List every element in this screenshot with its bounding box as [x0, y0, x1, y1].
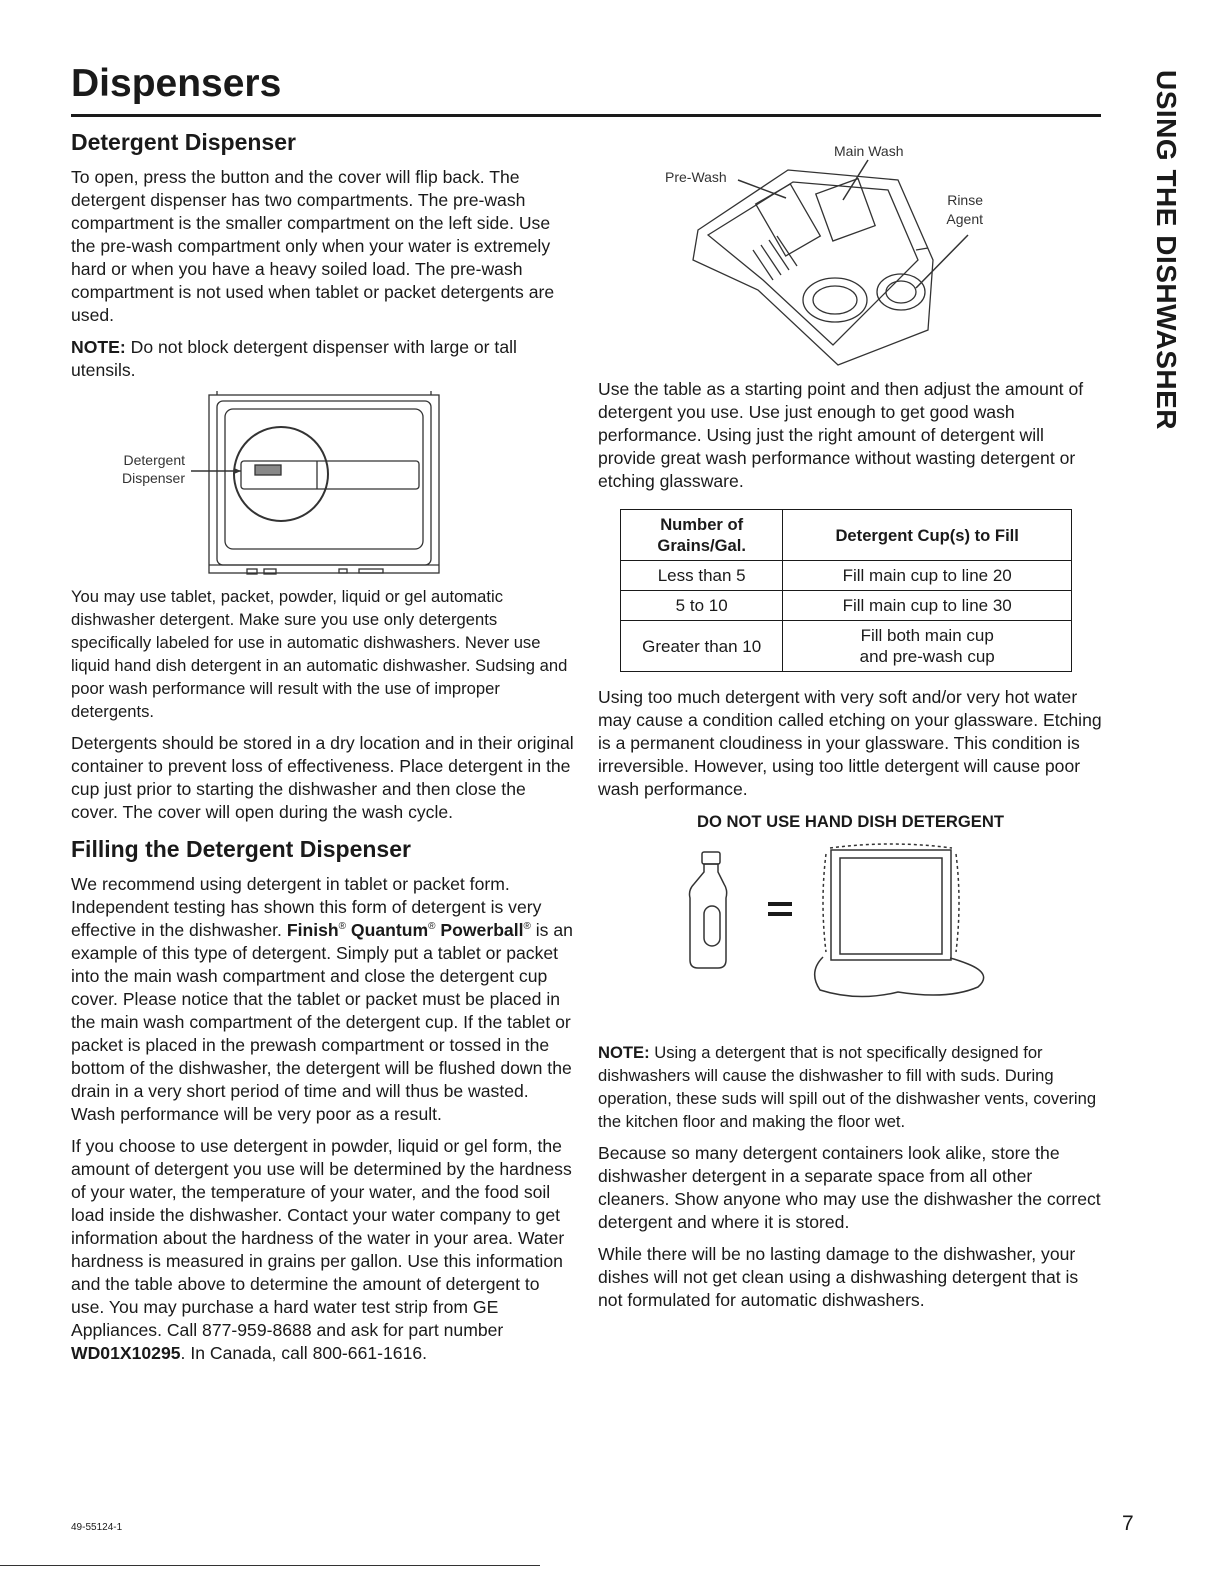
- header-grains-line1: Number of: [660, 515, 744, 534]
- dispenser-note: [71, 336, 576, 382]
- table-cell-fill: Fill main cup to line 30: [783, 591, 1072, 621]
- hand-dish-warning: DO NOT USE HAND DISH DETERGENT: [696, 812, 1004, 831]
- detergent-dispenser-heading: Detergent Dispenser: [71, 129, 296, 155]
- section-side-tab: [1150, 70, 1190, 570]
- brand-powerball: Powerball: [440, 920, 524, 940]
- detergent-dispenser-label-line2: Dispenser: [121, 470, 185, 486]
- separate-storage-para: Because so many detergent containers look alike, store the dishwasher detergent in a separate space from all other cleaners. Show anyone who may use the dishwasher the correct detergent and where it is stored.: [598, 1143, 1101, 1232]
- table-row: [621, 561, 1072, 591]
- detergent-table: [620, 509, 1072, 672]
- pre-wash-label: Pre-Wash: [665, 169, 727, 185]
- table-row: [621, 621, 1072, 672]
- filling-para-1b: is an example of this type of detergent. Simply put a tablet or packet into the main wash compartment and close the detergent cup cover. Please notice that the tablet or packet must be placed in the main wash compartment of the detergent cup. If the tablet or packet is placed in the prewash compartment or tossed in the bottom of the dishwasher, the detergent will be flushed down the drain in a very short period of time and will thus be wasted. Wash performance will be very poor as a result.: [71, 920, 573, 1124]
- header-grains-line2: Grains/Gal.: [657, 536, 746, 555]
- filling-para-2: [71, 1135, 576, 1365]
- table-intro: Use the table as a starting point and then adjust the amount of detergent you use. Use just enough to get good wash performance. Using just the right amount of detergent will provide great wash performance without wasting detergent or etching glassware.: [598, 379, 1084, 491]
- page-title: Dispensers: [71, 62, 282, 105]
- table-header-fill: Detergent Cup(s) to Fill: [783, 510, 1072, 561]
- filling-para-2b: . In Canada, call 800-661-1616.: [180, 1343, 428, 1363]
- rinse-agent-label-line2: Agent: [946, 211, 983, 227]
- title-rule: [71, 114, 1101, 117]
- page-number: 7: [1122, 1512, 1134, 1535]
- note-text: Do not block detergent dispenser with large or tall utensils.: [71, 337, 517, 380]
- dispenser-cup-figure: [598, 140, 1103, 370]
- note2-text: Using a detergent that is not specifically designed for dishwashers will cause the dishwasher to fill with suds. During operation, these suds will spill out of the dishwasher vents, covering the kitchen floor and making the floor wet.: [598, 1043, 1097, 1131]
- part-number: WD01X10295: [71, 1343, 181, 1363]
- note2-label: NOTE:: [598, 1043, 650, 1062]
- note-label: NOTE:: [71, 337, 126, 357]
- suds-note: [598, 1041, 1103, 1133]
- filling-heading: Filling the Detergent Dispenser: [71, 836, 411, 862]
- rinse-agent-label-line1: Rinse: [947, 192, 983, 208]
- reg-mark: ®: [428, 921, 436, 933]
- detergent-dispenser-label-line1: Detergent: [123, 452, 185, 468]
- table-row: [621, 591, 1072, 621]
- fill-line1: Fill both main cup: [860, 626, 994, 645]
- brand-quantum: Quantum: [350, 920, 429, 940]
- dispenser-intro: To open, press the button and the cover will flip back. The detergent dispenser has two compartments. The pre-wash compartment is the smaller compartment on the left side. Use the pre-wash compartment only when your water is extremely hard or when you have a heavy soiled load. The pre-wash compartment is not used when tablet or packet detergents are used.: [71, 167, 555, 325]
- fill-line2: and pre-wash cup: [859, 647, 995, 666]
- brand-finish: Finish: [286, 920, 339, 940]
- suds-warning-figure: [598, 842, 1103, 1027]
- detergent-types-para: You may use tablet, packet, powder, liquid or gel automatic dishwasher detergent. Make sure you use only detergents specifically labeled for use in automatic dishwashers. Never use liquid hand dish detergent in an automatic dishwasher. Sudsing and poor wash performance will result with the use of improper detergents.: [71, 587, 568, 721]
- table-cell-grains: Greater than 10: [621, 621, 783, 672]
- reg-mark: ®: [338, 921, 347, 933]
- table-cell-grains: 5 to 10: [621, 591, 783, 621]
- main-wash-label: Main Wash: [834, 143, 904, 159]
- no-damage-para: [598, 1243, 1103, 1312]
- detergent-storage-para: Detergents should be stored in a dry location and in their original container to prevent loss of effectiveness. Place detergent in the cup just prior to starting the dishwasher and then close the cover. The cover will open during the wash cycle.: [71, 733, 574, 822]
- table-cell-grains: Less than 5: [621, 561, 783, 591]
- bottom-rule: [0, 1565, 540, 1566]
- table-cell-fill: Fill main cup to line 20: [783, 561, 1072, 591]
- filling-para-1a: We recommend using detergent in tablet or packet form. Independent testing has shown this form of detergent is very effective in the dishwasher.: [71, 874, 542, 940]
- table-cell-fill: [783, 621, 1072, 672]
- table-header-row: [621, 510, 1072, 561]
- filling-para-1: [71, 873, 576, 1126]
- left-column: [71, 126, 576, 1374]
- table-header-grains: [621, 510, 783, 561]
- right-column: [598, 140, 1103, 1321]
- side-tab-label: USING THE DISHWASHER: [1151, 70, 1182, 431]
- filling-para-2a: If you choose to use detergent in powder, liquid or gel form, the amount of detergent you use will be determined by the hardness of your water, the temperature of your water, and the food soil load inside the dishwasher. Contact your water company to get information about the hardness of the water in your area. Water hardness is measured in grains per gallon. Use this information and the table above to determine the amount of detergent to use. You may purchase a hard water test strip from GE Appliances. Call 877-959-8688 and ask for part number: [71, 1136, 572, 1340]
- footer-code: 49-55124-1: [71, 1522, 123, 1533]
- reg-mark: ®: [523, 921, 531, 933]
- etching-para: Using too much detergent with very soft and/or very hot water may cause a condition called etching on your glassware. Etching is a permanent cloudiness in your glassware. This condition is irreversible. However, using too little detergent will cause poor wash performance.: [598, 687, 1102, 799]
- no-damage-text: While there will be no lasting damage to the dishwasher, your dishes will not get clean using a dishwashing detergent that is not formulated for automatic dishwashers.: [598, 1244, 1079, 1310]
- dishwasher-door-figure: [71, 391, 576, 581]
